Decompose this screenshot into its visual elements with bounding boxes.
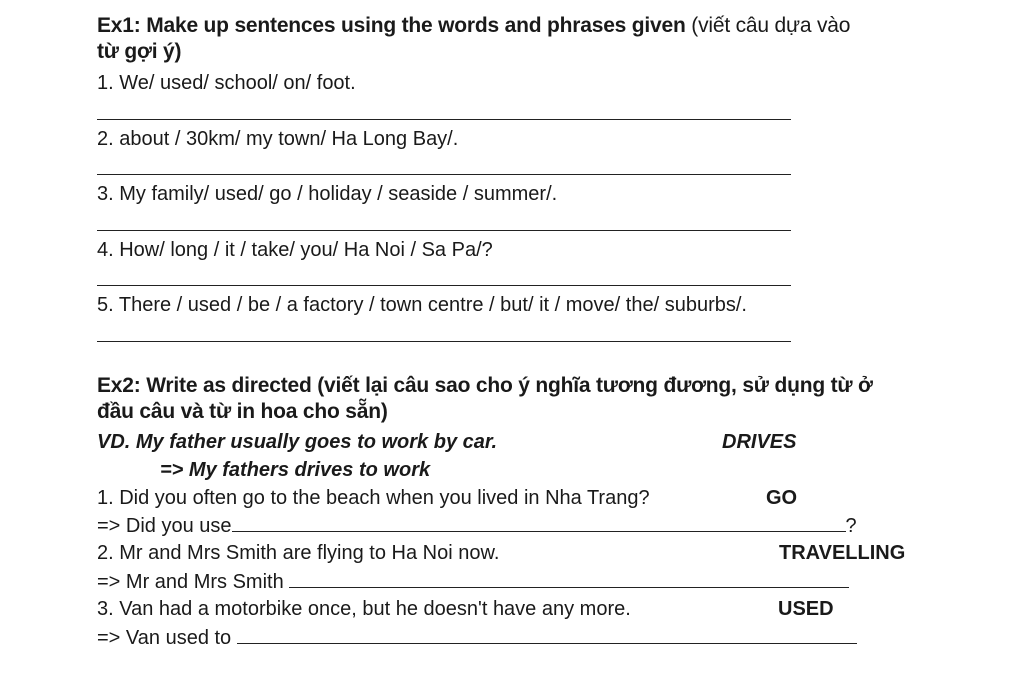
- ex2-item-1-end: ?: [845, 515, 857, 537]
- ex1-answer-line-5[interactable]: [97, 341, 791, 342]
- ex1-item-3: 3. My family/ used/ go / holiday / seaside / summer/.: [97, 183, 558, 205]
- ex1-item-1: 1. We/ used/ school/ on/ foot.: [97, 72, 356, 94]
- ex1-answer-line-1[interactable]: [97, 119, 791, 120]
- ex2-item-2-answer-line[interactable]: [289, 569, 849, 588]
- ex2-item-1-prompt: => Did you use: [97, 515, 232, 537]
- ex1-item-2: 2. about / 30km/ my town/ Ha Long Bay/.: [97, 128, 459, 150]
- ex1-answer-line-4[interactable]: [97, 285, 791, 286]
- ex1-heading: [97, 14, 850, 38]
- ex1-heading-line2: từ gợi ý): [97, 40, 182, 63]
- ex2-item-2-answer-row: [97, 569, 849, 594]
- ex1-item-5: 5. There / used / be / a factory / town centre / but/ it / move/ the/ suburbs/.: [97, 294, 747, 316]
- ex2-example-keyword: DRIVES: [722, 431, 797, 453]
- ex2-item-3-answer-row: [97, 625, 857, 650]
- ex1-item-4: 4. How/ long / it / take/ you/ Ha Noi / Sa Pa/?: [97, 239, 493, 261]
- ex2-item-1-keyword: GO: [766, 487, 798, 509]
- ex2-item-1-answer-line[interactable]: [232, 513, 846, 532]
- ex2-item-1-answer-row: [97, 513, 857, 538]
- ex1-answer-line-3[interactable]: [97, 230, 791, 231]
- ex2-item-2-keyword: TRAVELLING: [779, 542, 906, 564]
- ex2-item-1-sentence: 1. Did you often go to the beach when you lived in Nha Trang?: [97, 487, 650, 509]
- ex1-heading-vietnamese: (viết câu dựa vào: [685, 14, 851, 37]
- ex1-answer-line-2[interactable]: [97, 174, 791, 175]
- ex2-item-2-sentence: 2. Mr and Mrs Smith are flying to Ha Noi now.: [97, 542, 500, 564]
- ex2-item-3-answer-line[interactable]: [237, 625, 857, 644]
- ex2-example-sentence: VD. My father usually goes to work by car.: [97, 431, 498, 453]
- ex2-item-3-keyword: USED: [778, 598, 834, 620]
- ex2-item-3-prompt: => Van used to: [97, 627, 232, 649]
- ex2-item-3-sentence: 3. Van had a motorbike once, but he doesn't have any more.: [97, 598, 631, 620]
- ex2-heading-line2: đầu câu và từ in hoa cho sẵn): [97, 400, 388, 423]
- ex1-heading-bold: Ex1: Make up sentences using the words and phrases given: [97, 14, 686, 37]
- ex2-example-answer: => My fathers drives to work: [160, 459, 431, 481]
- ex2-item-2-prompt: => Mr and Mrs Smith: [97, 571, 284, 593]
- ex2-heading: Ex2: Write as directed (viết lại câu sao cho ý nghĩa tương đương, sử dụng từ ở: [97, 374, 873, 397]
